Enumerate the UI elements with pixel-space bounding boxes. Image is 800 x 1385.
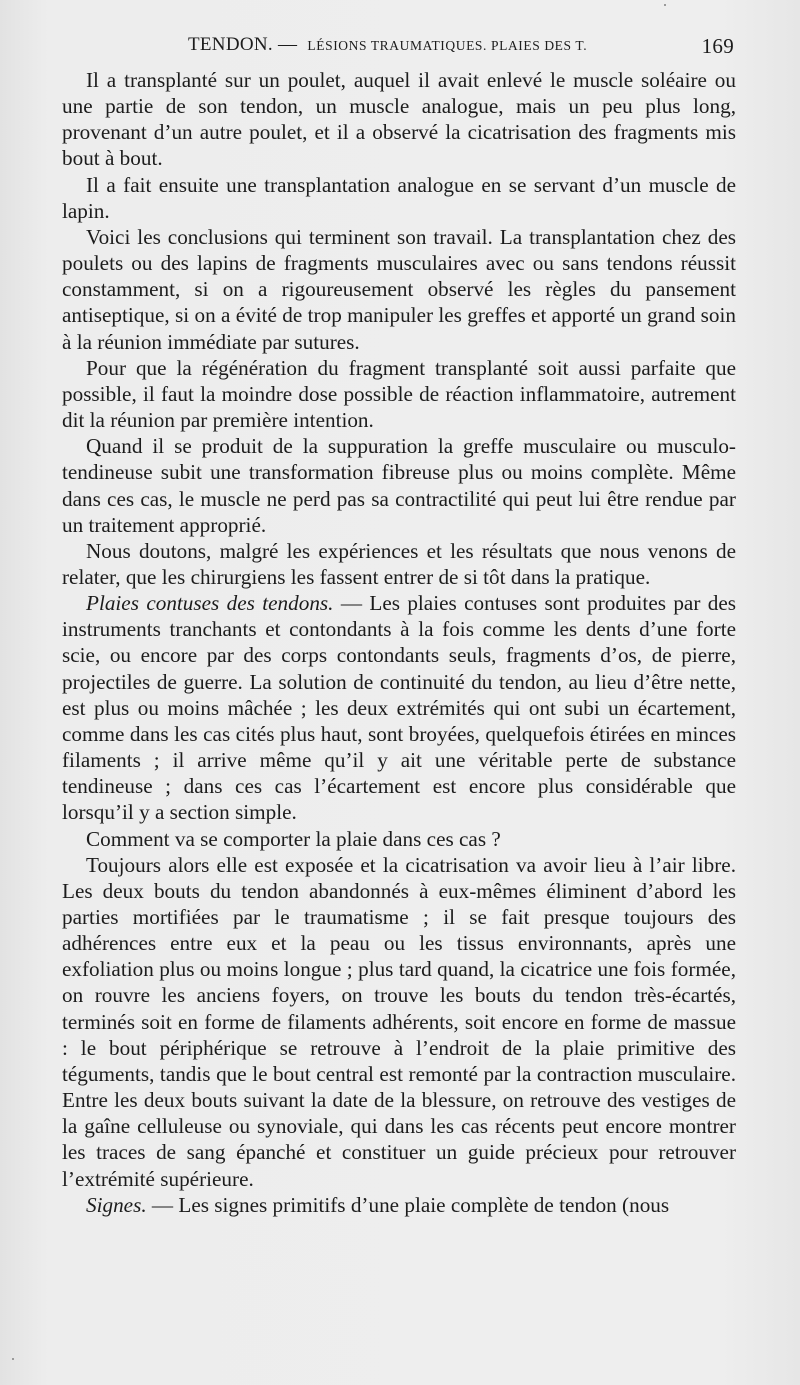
page-number: 169	[701, 34, 734, 58]
section-heading: Plaies contuses des tendons.	[86, 591, 334, 616]
paragraph-text: Toujours alors elle est exposée et la cicatrisation va avoir lieu à l’air libre. Les deux bouts du tendon abandonnés à eux-mêmes éliminent d’abord les parties mortifiées par le traumatisme ; il se fait presque toujours des adhérences entre eux et la peau ou les tissus environnants, après une exfoliation plus ou moins longue ; plus tard quand, la cicatrice une fois formée, on rouvre les anciens foyers, on trouve les bouts du tendon très-écartés, terminés soit en forme de filaments adhérents, soit encore en forme de massue : le bout périphérique se retrouve à l’endroit de la plaie primitive des téguments, tandis que le bout central est remonté par la contraction musculaire. Entre les deux bouts suivant la date de la blessure, on retrouve des vestiges de la gaîne celluleuse ou synoviale, qui dans les cas récents peut encore montrer les traces de sang épanché et constituer un guide précieux pour retrouver l’extrémité supérieure.	[62, 852, 736, 1191]
paragraph-text: Il a transplanté sur un poulet, auquel il avait enlevé le muscle soléaire ou une partie de son tendon, un muscle analogue, mais un peu plus long, provenant d’un autre poulet, et il a observé la cicatrisation des fragments mis bout à bout.	[62, 68, 736, 171]
paragraph	[62, 224, 736, 355]
paragraph-text: Quand il se produit de la suppuration la greffe musculaire ou musculo-tendineuse subit une transformation fibreuse plus ou moins complète. Même dans ces cas, le muscle ne perd pas sa contractilité qui peut lui être rendue par un traitement approprié.	[62, 434, 736, 537]
header-title: TENDON. —	[188, 34, 298, 55]
paragraph-text: — Les signes primitifs d’une plaie complète de tendon (nous	[146, 1192, 670, 1217]
running-title	[188, 34, 587, 56]
header-subtitle: LÉSIONS TRAUMATIQUES. PLAIES DES T.	[307, 38, 588, 53]
body-text	[62, 67, 736, 1218]
paragraph-text: Il a fait ensuite une transplantation analogue en se servant d’un muscle de lapin.	[62, 172, 736, 223]
paragraph	[62, 67, 736, 172]
paragraph	[62, 590, 736, 825]
paragraph	[62, 538, 736, 590]
paragraph-text: — Les plaies contuses sont produites par des instruments tranchants et contondants à la fois comme les dents d’une forte scie, ou encore par des corps contondants seuls, fragments d’os, de pierre, projectiles de guerre. La solution de continuité du tendon, au lieu d’être nette, est plus ou moins mâchée ; les deux extrémités qui ont subi un écartement, comme dans les cas cités plus haut, sont broyées, quelquefois étirées en minces filaments ; il arrive même qu’il y ait une véritable perte de substance tendineuse ; dans ces cas l’écartement est encore plus considérable que lorsqu’il y a section simple.	[62, 591, 736, 825]
paragraph	[62, 1192, 736, 1218]
page-speck	[12, 1358, 14, 1360]
running-header	[62, 34, 734, 62]
paragraph	[62, 826, 736, 852]
paragraph	[62, 852, 736, 1192]
page-speck	[664, 4, 666, 6]
paragraph	[62, 172, 736, 224]
paragraph-text: Pour que la régénération du fragment transplanté soit aussi parfaite que possible, il faut la moindre dose possible de réaction inflammatoire, autrement dit la réunion par première intention.	[62, 355, 736, 433]
paragraph	[62, 433, 736, 538]
paragraph-text: Nous doutons, malgré les expériences et les résultats que nous venons de relater, que les chirurgiens les fassent entrer de si tôt dans la pratique.	[62, 538, 736, 589]
paragraph	[62, 355, 736, 433]
paragraph-text: Voici les conclusions qui terminent son travail. La transplantation chez des poulets ou des lapins de fragments musculaires avec ou sans tendons réussit constamment, si on a rigoureusement observé les règles du pansement antiseptique, si on a évité de trop manipuler les greffes et apporté un grand soin à la réunion immédiate par sutures.	[62, 224, 736, 354]
section-heading: Signes.	[86, 1192, 147, 1217]
paragraph-text: Comment va se comporter la plaie dans ces cas ?	[86, 826, 501, 851]
